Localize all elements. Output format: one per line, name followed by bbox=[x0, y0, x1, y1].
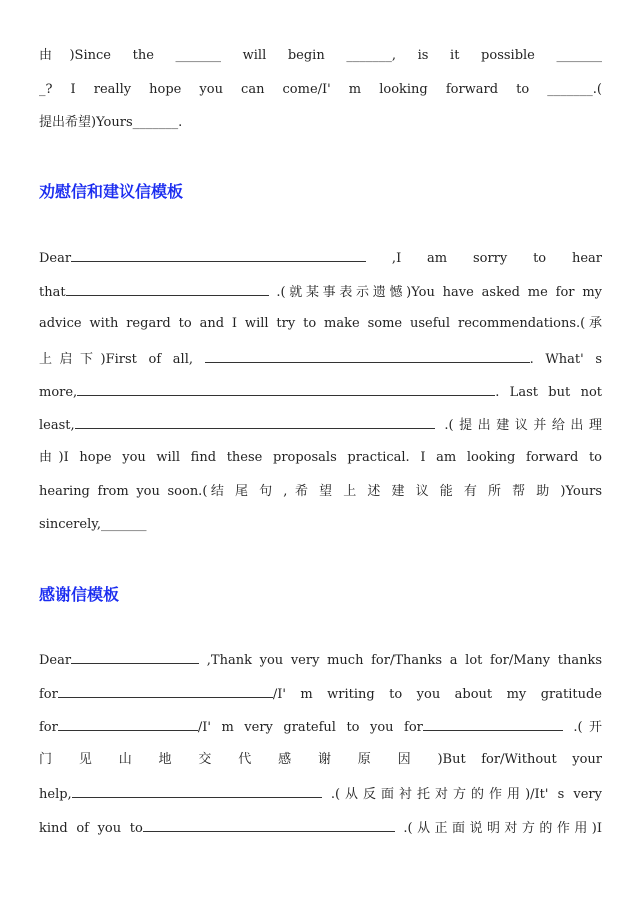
line-text: 由)Since the _______ will begin _______, is it possible _______ bbox=[39, 48, 602, 63]
fill-in-blank bbox=[58, 684, 273, 698]
line-text: .(从正面说明对方的作用)I bbox=[394, 821, 602, 836]
text-line bbox=[39, 47, 602, 65]
heading-comfort-advice-letter: 劝慰信和建议信模板 bbox=[39, 182, 184, 201]
fill-in-blank bbox=[58, 717, 198, 731]
text-line bbox=[39, 248, 602, 266]
line-text: Dear bbox=[39, 251, 72, 266]
text-line bbox=[39, 784, 602, 802]
fill-in-blank bbox=[77, 382, 495, 396]
line-text: more, bbox=[39, 385, 78, 400]
text-line bbox=[39, 516, 602, 534]
heading-thank-you-letter: 感谢信模板 bbox=[39, 585, 120, 604]
line-text: least, bbox=[39, 418, 75, 433]
text-line bbox=[39, 282, 602, 300]
line-text: . What' s bbox=[529, 352, 602, 367]
text-line bbox=[39, 751, 602, 769]
text-line bbox=[39, 650, 602, 668]
line-text: help, bbox=[39, 787, 72, 802]
fill-in-blank bbox=[423, 717, 563, 731]
line-text: hearing from you soon.(结 尾 句 , 希 望 上 述 建 议 能 有 所 帮 助 )Yours bbox=[39, 484, 602, 499]
text-line bbox=[39, 483, 602, 501]
fill-in-blank bbox=[143, 818, 395, 832]
line-text: /I' m writing to you about my gratitude bbox=[272, 687, 602, 702]
line-text: .(开 bbox=[562, 720, 602, 735]
text-line bbox=[39, 415, 602, 433]
text-line bbox=[39, 717, 602, 735]
text-line bbox=[39, 349, 602, 367]
fill-in-blank bbox=[205, 349, 530, 363]
text-line bbox=[39, 818, 602, 836]
line-text: .(提出建议并给出理 bbox=[434, 418, 602, 433]
line-text: advice with regard to and I will try to make some useful recommendations.(承 bbox=[39, 316, 602, 331]
line-text: . Last but not bbox=[495, 385, 602, 400]
line-text: sincerely,_______ bbox=[39, 517, 147, 532]
line-text: /I' m very grateful to you for bbox=[197, 720, 423, 735]
line-text: Dear bbox=[39, 653, 72, 668]
fill-in-blank bbox=[66, 282, 269, 296]
line-text: 门 见 山 地 交 代 感 谢 原 因 )But for/Without your bbox=[39, 752, 602, 767]
text-line bbox=[39, 315, 602, 333]
text-line bbox=[39, 449, 602, 467]
line-text: ,Thank you very much for/Thanks a lot for/Many thanks bbox=[199, 653, 602, 668]
fill-in-blank bbox=[75, 415, 435, 429]
line-text: ,I am sorry to hear bbox=[366, 251, 602, 266]
fill-in-blank bbox=[71, 650, 199, 664]
text-line bbox=[39, 684, 602, 702]
line-text: 上启下)First of all, bbox=[39, 352, 205, 367]
text-line bbox=[39, 114, 602, 132]
fill-in-blank bbox=[71, 248, 366, 262]
line-text: that bbox=[39, 285, 66, 300]
line-text: for bbox=[39, 720, 58, 735]
line-text: for bbox=[39, 687, 58, 702]
line-text: .(就某事表示遗憾)You have asked me for my bbox=[268, 285, 602, 300]
text-line bbox=[39, 81, 602, 99]
text-line bbox=[39, 382, 602, 400]
line-text: _? I really hope you can come/I' m looking forward to _______.( bbox=[39, 82, 602, 97]
fill-in-blank bbox=[72, 784, 322, 798]
line-text: 提出希望)Yours_______. bbox=[39, 115, 183, 130]
line-text: 由)I hope you will find these proposals practical. I am looking forward to bbox=[39, 450, 602, 465]
line-text: .(从反面衬托对方的作用)/It' s very bbox=[321, 787, 602, 802]
line-text: kind of you to bbox=[39, 821, 143, 836]
